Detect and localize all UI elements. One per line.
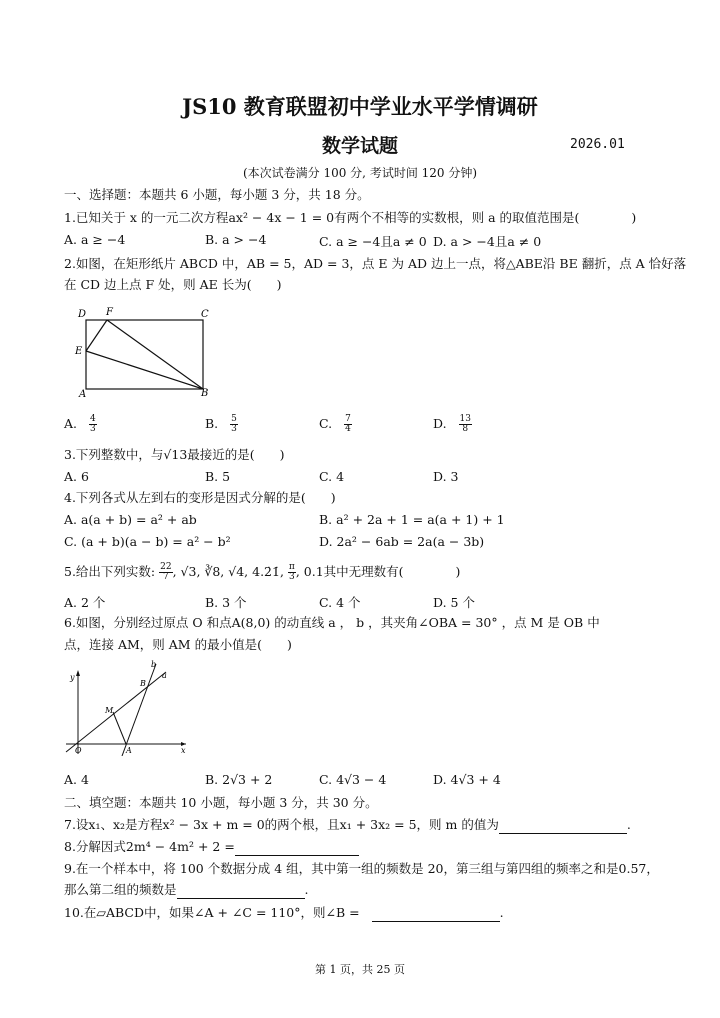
- q6-option-a: A. 4: [64, 772, 89, 787]
- q2-rectangle-figure: [70, 304, 230, 400]
- q6-segment-am: [113, 712, 126, 744]
- q6-y-arrow-icon: [76, 670, 80, 676]
- exam-note: (本次试卷满分 100 分, 考试时间 120 分钟): [242, 166, 478, 180]
- section2-heading: 二、填空题：本题共 10 小题，每小题 3 分，共 30 分。: [64, 795, 378, 810]
- q5-stem: [64, 563, 460, 582]
- q6-stem-line2: 点，连接 AM，则 AM 的最小值是( ): [64, 637, 292, 652]
- q5-option-a: A. 2 个: [64, 595, 106, 610]
- q4-stem: 4.下列各式从左到右的变形是因式分解的是( ): [64, 490, 336, 505]
- q6-label-o: O: [75, 746, 82, 755]
- q4-option-c: C. (a + b)(a − b) = a² − b²: [64, 534, 231, 549]
- q2-option-d: D. $\frac{13}{8}$: [433, 414, 471, 434]
- q6-coordinate-figure: [62, 660, 192, 756]
- q1-stem: [64, 209, 636, 227]
- q6-option-d: D. 4√3 + 4: [433, 772, 501, 787]
- q2-label-c: C: [201, 309, 209, 320]
- q1-option-a: A. a ≥ −4: [64, 232, 126, 247]
- q2-segment-eb: [86, 351, 203, 389]
- q6-label-b-point: B: [140, 679, 146, 688]
- q5-frac2-den: 3: [289, 572, 295, 582]
- q6-line-a: [66, 672, 166, 752]
- q3-option-c: C. 4: [319, 469, 345, 484]
- q6-label-line-a: a: [162, 671, 167, 680]
- q1-equation: ax² − 4x − 1 = 0: [228, 210, 335, 225]
- q7-stem: 7.设x₁、x₂是方程x² − 3x + m = 0的两个根，且x₁ + 3x₂ = 5，则 m 的值为 .: [64, 817, 631, 832]
- q8-stem: 8.分解因式2m⁴ − 4m² + 2 =: [64, 838, 359, 856]
- q3-option-a: A. 6: [64, 469, 89, 484]
- q6-label-m: M: [105, 706, 114, 715]
- q2-label-a: A: [79, 389, 87, 400]
- q5-frac1-den: 7: [162, 572, 169, 582]
- q1-stem-a: 1.已知关于 x 的一元二次方程: [64, 210, 229, 225]
- q1-option-d: D. a > −4且a ≠ 0: [433, 234, 542, 249]
- q2-segment-fb: [107, 320, 203, 389]
- q10-stem: 10.在▱ABCD中，如果∠A + ∠C = 110°，则∠B = .: [64, 905, 504, 920]
- q6-label-x: x: [181, 746, 186, 755]
- q2-option-a: A. $\frac{4}{3}$: [64, 414, 96, 434]
- exam-date: 2026.01: [570, 137, 625, 152]
- q2-rect-outline: [86, 320, 203, 389]
- q9-stem-line2: 那么第二组的频数是 .: [64, 882, 309, 897]
- q6-option-c: C. 4√3 − 4: [319, 772, 387, 787]
- q2-segment-ef: [86, 320, 107, 351]
- q2-label-e: E: [75, 346, 83, 357]
- q2-option-c: C. $\frac{7}{4}$: [319, 414, 351, 434]
- q5-stem-b: , √3, ∛8, √4, 4.2̇1̇,: [172, 564, 284, 579]
- q5-frac1-num: 22: [160, 562, 172, 572]
- exam-title: JS10 教育联盟初中学业水平学情调研: [182, 94, 538, 119]
- q7-answer-blank[interactable]: [499, 819, 627, 834]
- q9-answer-blank[interactable]: [177, 884, 305, 899]
- q9-stem-line1: 9.在一个样本中，将 100 个数据分成 4 组，其中第一组的频数是 20，第三组与第四组的频率之和是0.57，: [64, 861, 659, 876]
- q2-stem-line1: 2.如图，在矩形纸片 ABCD 中，AB = 5，AD = 3，点 E 为 AD 边上一点，将△ABE沿 BE 翻折，点 A 恰好落: [64, 256, 687, 271]
- q10-answer-blank[interactable]: [372, 907, 500, 922]
- q4-option-b: B. a² + 2a + 1 = a(a + 1) + 1: [319, 512, 505, 527]
- exam-subtitle: 数学试题: [321, 135, 398, 157]
- q5-stem-c: , 0.1其中无理数有(: [295, 564, 404, 579]
- q2-label-f: F: [106, 307, 113, 318]
- q4-option-d: D. 2a² − 6ab = 2a(a − 3b): [319, 534, 485, 549]
- q5-option-b: B. 3 个: [205, 595, 247, 610]
- q1-stem-b: 有两个不相等的实数根，则 a 的取值范围是(: [334, 210, 580, 225]
- q4-option-a: A. a(a + b) = a² + ab: [64, 512, 197, 527]
- q3-stem: 3.下列整数中，与√13最接近的是( ): [64, 447, 285, 462]
- q1-option-b: B. a > −4: [205, 232, 267, 247]
- q2-stem-line2: 在 CD 边上点 F 处，则 AE 长为( ): [64, 277, 282, 292]
- q3-option-d: D. 3: [433, 469, 459, 484]
- q5-option-d: D. 5 个: [433, 595, 475, 610]
- q6-label-a-point: A: [126, 746, 132, 755]
- q5-stem-end: ): [455, 564, 461, 579]
- q1-stem-end: ): [631, 210, 637, 225]
- q3-option-b: B. 5: [205, 469, 231, 484]
- q5-stem-a: 5.给出下列实数:: [64, 564, 156, 579]
- q1-option-c: C. a ≥ −4且a ≠ 0: [319, 234, 427, 249]
- q5-frac2-num: π: [288, 562, 295, 572]
- q6-option-b: B. 2√3 + 2: [205, 772, 273, 787]
- q2-option-b: B. $\frac{5}{3}$: [205, 414, 237, 434]
- q2-label-d: D: [78, 309, 87, 320]
- section1-heading: 一、选择题：本题共 6 小题，每小题 3 分，共 18 分。: [64, 187, 370, 202]
- q6-stem-line1: 6.如图，分别经过原点 O 和点A(8,0) 的动直线 a ， b ，其夹角∠OBA = 30° ，点 M 是 OB 中: [64, 615, 600, 630]
- q2-label-b: B: [201, 388, 209, 399]
- q6-label-line-b: b: [151, 660, 157, 669]
- q6-label-y: y: [70, 673, 75, 682]
- q8-answer-blank[interactable]: [235, 841, 359, 856]
- q6-line-b: [122, 664, 156, 756]
- q5-option-c: C. 4 个: [319, 595, 361, 610]
- page-footer: 第 1 页，共 25 页: [315, 963, 405, 976]
